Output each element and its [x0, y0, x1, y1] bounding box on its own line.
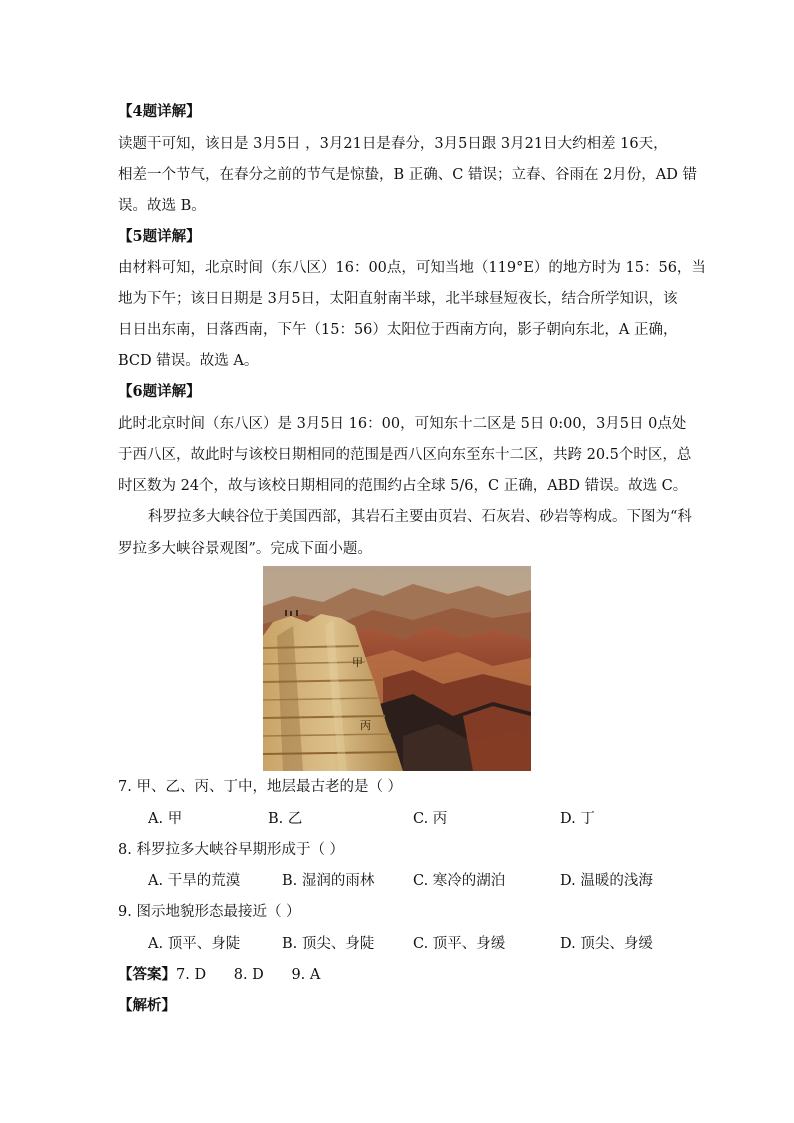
q8-option-b: B. 湿润的雨林	[282, 873, 375, 889]
q5-line-3: 日日出东南，日落西南，下午（15：56）太阳位于西南方向，影子朝向东北，A 正确，	[118, 322, 678, 338]
q4-heading: 【4题详解】	[118, 103, 201, 120]
answer-text: 7. D 8. D 9. A	[176, 967, 321, 983]
q8-option-a: A. 干旱的荒漠	[148, 873, 241, 889]
q9-option-d: D. 顶尖、身缓	[560, 936, 653, 952]
grand-canyon-photo	[263, 566, 531, 771]
intro-line-1: 科罗拉多大峡谷位于美国西部，其岩石主要由页岩、石灰岩、砂岩等构成。下图为“科	[148, 509, 692, 525]
q5-heading: 【5题详解】	[118, 228, 201, 245]
q6-heading: 【6题详解】	[118, 383, 201, 400]
q4-line-2: 相差一个节气，在春分之前的节气是惊蛰，B 正确、C 错误；立春、谷雨在 2月份，AD 错	[118, 167, 698, 183]
q7-option-b: B. 乙	[268, 811, 303, 827]
q6-line-3: 时区数为 24个，故与该校日期相同的范围约占全球 5/6，C 正确，ABD 错误。故选 C。	[118, 478, 688, 494]
q7-option-c: C. 丙	[413, 811, 448, 827]
q6-line-2: 于西八区，故此时与该校日期相同的范围是西八区向东至东十二区，共跨 20.5个时区，总	[118, 447, 692, 463]
q4-line-1: 读题干可知，该日是 3月5日 ，3月21日是春分，3月5日跟 3月21日大约相差 16天，	[118, 136, 668, 152]
q9-option-a: A. 顶平、身陡	[148, 936, 241, 952]
q5-line-4: BCD 错误。故选 A。	[118, 353, 259, 369]
answer-line	[118, 965, 320, 985]
q9-stem: 9. 图示地貌形态最接近（ ）	[118, 904, 301, 920]
q7-stem: 7. 甲、乙、丙、丁中，地层最古老的是（ ）	[118, 779, 403, 795]
answer-label: 【答案】	[118, 966, 176, 983]
q7-option-d: D. 丁	[560, 811, 595, 827]
analysis-heading: 【解析】	[118, 997, 176, 1014]
q7-option-a: A. 甲	[148, 811, 183, 827]
label-bing: 丙	[360, 719, 371, 732]
q8-option-c: C. 寒冷的湖泊	[413, 873, 506, 889]
q4-line-3: 误。故选 B。	[118, 198, 206, 214]
q9-option-c: C. 顶平、身缓	[413, 936, 506, 952]
q9-option-b: B. 顶尖、身陡	[282, 936, 375, 952]
label-jia: 甲	[352, 656, 363, 669]
q5-line-2: 地为下午；该日日期是 3月5日，太阳直射南半球，北半球昼短夜长，结合所学知识，该	[118, 291, 678, 307]
q8-option-d: D. 温暖的浅海	[560, 873, 653, 889]
intro-line-2: 罗拉多大峡谷景观图”。完成下面小题。	[118, 541, 372, 557]
q5-line-1: 由材料可知，北京时间（东八区）16：00点，可知当地（119°E）的地方时为 15：56，当	[118, 260, 706, 276]
q8-stem: 8. 科罗拉多大峡谷早期形成于（ ）	[118, 842, 345, 858]
q6-line-1: 此时北京时间（东八区）是 3月5日 16：00，可知东十二区是 5日 0:00，3月5日 0点处	[118, 416, 687, 432]
